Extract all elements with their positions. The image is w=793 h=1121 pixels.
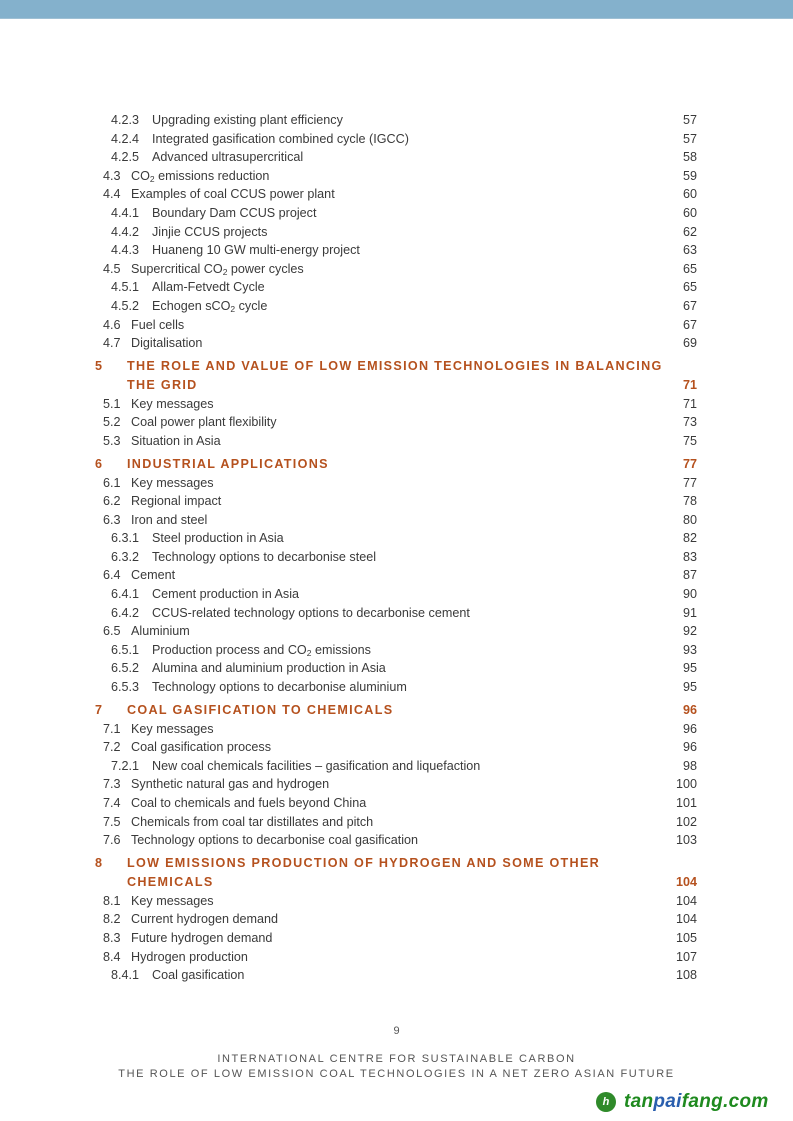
toc-entry[interactable]	[95, 334, 697, 353]
toc-number: 4.2.3	[111, 113, 140, 127]
watermark-logo-icon: h	[596, 1092, 616, 1112]
toc-title: Key messages	[131, 475, 214, 490]
toc-title-part: cycle	[235, 298, 268, 313]
toc-number: 5.2	[103, 415, 121, 430]
toc-title: Key messages	[131, 396, 214, 411]
toc-title: Coal gasification	[152, 968, 245, 983]
toc-page: 98	[682, 758, 697, 773]
toc-page: 60	[682, 205, 697, 220]
toc-entry[interactable]	[95, 185, 697, 204]
toc-title: Key messages	[131, 893, 214, 908]
toc-number: 8.4	[103, 949, 121, 964]
toc-number: 4.5.1	[111, 280, 140, 295]
toc-title: Technology options to decarbonise steel	[152, 549, 377, 564]
toc-title: Situation in Asia	[131, 433, 221, 448]
toc-page: 73	[682, 415, 697, 430]
toc-number: 4.3	[103, 168, 121, 183]
toc-page: 91	[682, 605, 697, 620]
toc-entry[interactable]	[95, 492, 697, 511]
toc-page: 60	[682, 187, 697, 202]
toc-title: Fuel cells	[131, 317, 185, 332]
toc-entry[interactable]	[95, 297, 697, 316]
toc-number: 6.5.1	[111, 642, 140, 657]
toc-page: 90	[682, 587, 697, 602]
toc-page: 80	[682, 512, 697, 527]
toc-entry[interactable]	[95, 604, 697, 623]
toc-number: 6.5.3	[111, 680, 140, 695]
toc-page: 104	[675, 912, 697, 927]
toc-number: 6.3	[103, 512, 121, 527]
toc-page: 100	[675, 777, 697, 792]
toc-page: 108	[675, 968, 697, 983]
toc-number: 4.6	[103, 317, 121, 332]
chapter-page: 71	[682, 377, 697, 392]
toc-title-part: Production process and CO	[152, 642, 307, 657]
toc-title: Integrated gasification combined cycle (IGCC)	[152, 131, 409, 146]
toc-entry[interactable]	[95, 204, 697, 223]
toc-number: 7.5	[103, 814, 121, 829]
toc-page: 69	[682, 336, 697, 351]
toc-title: Current hydrogen demand	[131, 912, 279, 927]
toc-page: 87	[682, 568, 697, 583]
watermark-text-part: pai	[653, 1091, 682, 1112]
toc-title	[152, 641, 371, 660]
toc-page: 107	[675, 949, 697, 964]
toc-number: 4.5.2	[111, 298, 140, 313]
toc-entry[interactable]	[95, 241, 697, 260]
toc-page: 75	[682, 433, 697, 448]
toc-page: 96	[682, 740, 697, 755]
chapter-title: LOW EMISSIONS PRODUCTION OF HYDROGEN AND SOME OTHER CHEMICALS	[127, 855, 601, 889]
chapter-page: 96	[682, 702, 697, 717]
chapter-title: THE ROLE AND VALUE OF LOW EMISSION TECHNOLOGIES IN BALANCING THE GRID	[127, 358, 663, 392]
toc-chapter-heading[interactable]	[95, 357, 697, 395]
toc-entry[interactable]	[95, 529, 697, 548]
toc-title-part: emissions reduction	[154, 168, 270, 183]
toc-entry[interactable]	[95, 167, 697, 186]
toc-number: 4.2.5	[111, 150, 140, 165]
toc-number: 6.4.2	[111, 605, 140, 620]
footer-organisation: INTERNATIONAL CENTRE FOR SUSTAINABLE CARBON	[217, 1053, 576, 1065]
toc-title: Aluminium	[131, 624, 190, 639]
toc-number: 8.1	[103, 893, 121, 908]
toc-number: 4.2.4	[111, 131, 140, 146]
toc-page: 105	[675, 930, 697, 945]
toc-entry[interactable]	[95, 892, 697, 911]
toc-entry[interactable]	[95, 260, 697, 279]
toc-page: 65	[682, 280, 697, 295]
toc-number: 5.1	[103, 396, 121, 411]
toc-entry[interactable]	[95, 566, 697, 585]
chapter-title: INDUSTRIAL APPLICATIONS	[127, 456, 329, 471]
toc-title: Advanced ultrasupercritical	[152, 150, 304, 165]
toc-title: Huaneng 10 GW multi-energy project	[152, 243, 360, 258]
toc-title: CCUS-related technology options to decarbonise cement	[152, 605, 470, 620]
toc-chapter-heading[interactable]	[95, 455, 697, 474]
toc-entry[interactable]	[95, 757, 697, 776]
top-color-band	[0, 0, 793, 19]
toc-entry[interactable]	[95, 678, 697, 697]
watermark-text-part: tan	[624, 1091, 654, 1112]
toc-page: 93	[682, 642, 697, 657]
subscript: 2	[306, 647, 312, 658]
toc-title	[131, 260, 304, 279]
toc-title: Digitalisation	[131, 336, 203, 351]
toc-number: 6.5.2	[111, 661, 140, 676]
toc-entry[interactable]	[95, 948, 697, 967]
watermark-text-part: fang.com	[681, 1091, 769, 1112]
subscript: 2	[222, 266, 228, 277]
toc-entry[interactable]	[95, 395, 697, 414]
toc-number: 6.3.2	[111, 549, 140, 564]
toc-title: Cement production in Asia	[152, 587, 300, 602]
toc-page: 82	[682, 531, 697, 546]
toc-entry[interactable]	[95, 148, 697, 167]
toc-title	[131, 167, 269, 186]
toc-title: Jinjie CCUS projects	[152, 224, 268, 239]
toc-number: 7.3	[103, 777, 121, 792]
toc-entry[interactable]	[95, 130, 697, 149]
chapter-title: COAL GASIFICATION TO CHEMICALS	[127, 702, 394, 717]
page-number: 9	[393, 1025, 400, 1037]
toc-page: 67	[682, 298, 697, 313]
toc-number: 8.3	[103, 930, 121, 945]
toc-number: 8.2	[103, 912, 121, 927]
toc-number: 7.4	[103, 796, 121, 810]
toc-entry[interactable]	[95, 794, 697, 813]
toc-page: 63	[682, 243, 697, 258]
toc-number: 7.2	[103, 740, 121, 755]
toc-entry[interactable]	[95, 316, 697, 335]
toc-title-part: emissions	[311, 642, 371, 657]
toc-title-part: Supercritical CO	[131, 261, 223, 276]
toc-number: 6.3.1	[111, 531, 140, 546]
watermark-text	[624, 1091, 769, 1113]
toc-entry[interactable]	[95, 910, 697, 929]
toc-title: Coal power plant flexibility	[131, 415, 277, 430]
toc-page: 83	[682, 549, 697, 564]
toc-number: 4.4	[103, 187, 121, 202]
toc-page: 59	[682, 168, 697, 183]
chapter-number: 5	[95, 358, 104, 373]
toc-page: 92	[682, 624, 697, 639]
toc-title: Allam-Fetvedt Cycle	[152, 280, 265, 295]
toc-page: 95	[682, 680, 697, 695]
watermark	[596, 1088, 769, 1116]
toc-number: 6.4.1	[111, 587, 140, 602]
toc-entry[interactable]	[95, 111, 697, 130]
footer-report-title: THE ROLE OF LOW EMISSION COAL TECHNOLOGIES IN A NET ZERO ASIAN FUTURE	[118, 1068, 675, 1080]
toc-chapter-heading[interactable]	[95, 701, 697, 720]
toc-number: 4.7	[103, 336, 121, 351]
toc-page: 58	[682, 150, 697, 165]
toc-title: Iron and steel	[131, 512, 208, 527]
toc-number: 6.4	[103, 568, 121, 583]
toc-title: Technology options to decarbonise coal gasification	[131, 833, 419, 848]
toc-entry[interactable]	[95, 548, 697, 567]
toc-entry[interactable]	[95, 738, 697, 757]
toc-title	[152, 297, 267, 316]
subscript: 2	[149, 173, 155, 184]
toc-title: Future hydrogen demand	[131, 930, 273, 945]
toc-chapter-heading[interactable]	[95, 854, 697, 892]
toc-entry[interactable]	[95, 413, 697, 432]
toc-entry[interactable]	[95, 966, 697, 985]
toc-page: 96	[682, 721, 697, 736]
toc-number: 4.4.1	[111, 205, 140, 220]
toc-title: Regional impact	[131, 494, 222, 509]
toc-title: Technology options to decarbonise aluminium	[152, 680, 407, 695]
toc-page: 102	[675, 814, 697, 829]
toc-number: 4.4.3	[111, 243, 140, 258]
toc-number: 7.1	[103, 721, 121, 736]
toc-title-part: CO	[131, 168, 150, 183]
chapter-page: 77	[682, 456, 697, 471]
toc-entry[interactable]	[95, 813, 697, 832]
toc-title: Hydrogen production	[131, 949, 248, 964]
toc-page: 57	[682, 131, 697, 146]
toc-number: 5.3	[103, 433, 121, 448]
toc-entry[interactable]	[95, 929, 697, 948]
toc-title: Examples of coal CCUS power plant	[131, 187, 335, 202]
toc-number: 7.2.1	[111, 758, 140, 773]
toc-title: Synthetic natural gas and hydrogen	[131, 777, 330, 792]
toc-title: New coal chemicals facilities – gasification and liquefaction	[152, 758, 481, 773]
toc-page: 62	[682, 224, 697, 239]
chapter-number: 6	[95, 456, 104, 471]
toc-page: 57	[682, 113, 697, 127]
toc-entry[interactable]	[95, 641, 697, 660]
toc-title: Upgrading existing plant efficiency	[152, 113, 343, 127]
toc-page: 65	[682, 261, 697, 276]
toc-entry[interactable]	[95, 720, 697, 739]
toc-number: 7.6	[103, 833, 121, 848]
toc-title: Steel production in Asia	[152, 531, 284, 546]
toc-page: 78	[682, 494, 697, 509]
toc-entry[interactable]	[95, 585, 697, 604]
toc-page: 71	[682, 396, 697, 411]
table-of-contents	[95, 111, 697, 985]
toc-title: Boundary Dam CCUS project	[152, 205, 317, 220]
toc-page: 101	[675, 796, 697, 810]
subscript: 2	[230, 303, 236, 314]
toc-entry[interactable]	[95, 223, 697, 242]
toc-number: 6.2	[103, 494, 121, 509]
toc-title: Key messages	[131, 721, 214, 736]
toc-title: Cement	[131, 568, 176, 583]
toc-number: 8.4.1	[111, 968, 140, 983]
toc-entry[interactable]	[95, 775, 697, 794]
toc-page: 95	[682, 661, 697, 676]
toc-title: Chemicals from coal tar distillates and pitch	[131, 814, 374, 829]
toc-title-part: power cycles	[227, 261, 304, 276]
toc-entry[interactable]	[95, 831, 697, 850]
toc-number: 6.1	[103, 475, 121, 490]
toc-page: 103	[675, 833, 697, 848]
toc-entry[interactable]	[95, 474, 697, 493]
toc-title-part: Echogen sCO	[152, 298, 231, 313]
toc-entry[interactable]	[95, 432, 697, 451]
toc-number: 6.5	[103, 624, 121, 639]
toc-title: Alumina and aluminium production in Asia	[152, 661, 386, 676]
toc-title: Coal to chemicals and fuels beyond China	[131, 796, 367, 810]
toc-page: 77	[682, 475, 697, 490]
toc-page: 104	[675, 893, 697, 908]
toc-number: 4.5	[103, 261, 121, 276]
toc-number: 4.4.2	[111, 224, 140, 239]
chapter-page: 104	[675, 874, 697, 889]
toc-title: Coal gasification process	[131, 740, 272, 755]
toc-entry[interactable]	[95, 622, 697, 641]
chapter-number: 7	[95, 702, 104, 717]
toc-entry[interactable]	[95, 278, 697, 297]
toc-entry[interactable]	[95, 659, 697, 678]
toc-entry[interactable]	[95, 511, 697, 530]
chapter-number: 8	[95, 855, 104, 870]
toc-page: 67	[682, 317, 697, 332]
